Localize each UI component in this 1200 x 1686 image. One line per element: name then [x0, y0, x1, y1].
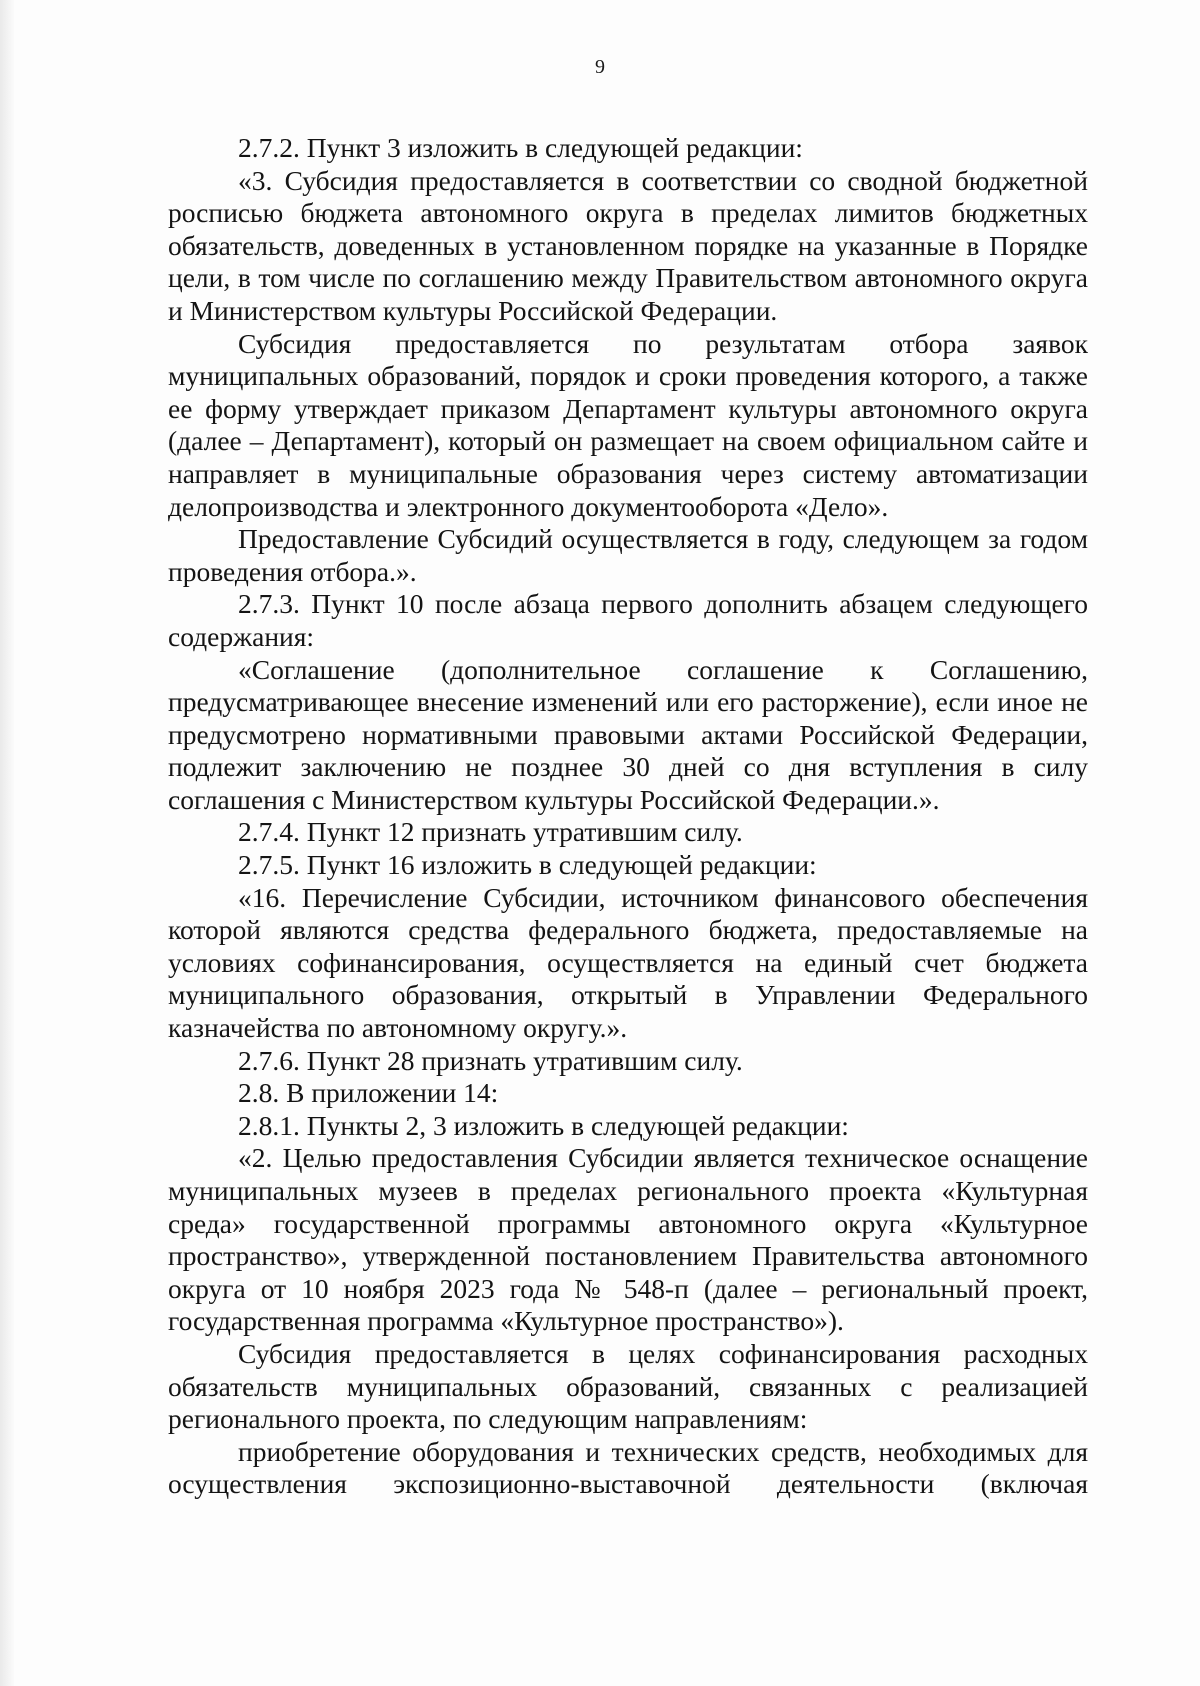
paragraph-agreement: «Соглашение (дополнительное соглашение к Соглашению, предусматривающее внесение изменений или его расторжение), если иное не предусмотрено нормативными правовыми актами Российской Федерации, подлежит заключению не позднее 30 дней со дня вступления в силу соглашения с Министерством культуры Российской Федерации.». — [168, 653, 1088, 815]
paragraph-2-7-5: 2.7.5. Пункт 16 изложить в следующей редакции: — [238, 849, 817, 881]
paragraph-cofinancing: Субсидия предоставляется в целях софинансирования расходных обязательств муниципальных образований, связанных с реализацией регионального проекта, по следующим направлениям: — [168, 1337, 1088, 1435]
paragraph-2-7-4: 2.7.4. Пункт 12 признать утратившим силу. — [238, 816, 743, 848]
paragraph-point-2-goal: «2. Целью предоставления Субсидии является техническое оснащение муниципальных музеев в пределах регионального проекта «Культурная среда» государственной программы автономного округа «Культурное пространство», утвержденной постановлением Правительства автономного округа от 10 ноября 2023 года № 548-п (далее – региональный проект, государственная программа «Культурное пространство»). — [168, 1142, 1088, 1337]
paragraph-point-16: «16. Перечисление Субсидии, источником финансового обеспечения которой являются средства федерального бюджета, предоставляемые на условиях софинансирования, осуществляется на единый счет бюджета муниципального образования, открытый в Управлении Федерального казначейства по автономному округу.». — [168, 881, 1088, 1044]
paragraph-equipment: приобретение оборудования и технических средств, необходимых для осуществления экспозиционно-выставочной деятельности (включая — [168, 1435, 1088, 1500]
paragraph-2-7-6: 2.7.6. Пункт 28 признать утратившим силу. — [238, 1044, 743, 1076]
scan-edge — [0, 0, 14, 1686]
paragraph-2-7-2: 2.7.2. Пункт 3 изложить в следующей редакции: — [238, 132, 803, 163]
paragraph-2-8-1: 2.8.1. Пункты 2, 3 изложить в следующей редакции: — [238, 1109, 849, 1141]
document-body — [168, 132, 1088, 1501]
paragraph-2-7-3: 2.7.3. Пункт 10 после абзаца первого дополнить абзацем следующего содержания: — [168, 588, 1088, 652]
page-number: 9 — [595, 56, 605, 78]
paragraph-subsidy-year: Предоставление Субсидий осуществляется в году, следующем за годом проведения отбора.». — [168, 523, 1088, 587]
paragraph-2-8: 2.8. В приложении 14: — [238, 1077, 499, 1109]
paragraph-point-3: «3. Субсидия предоставляется в соответствии со сводной бюджетной росписью бюджета автономного округа в пределах лимитов бюджетных обязательств, доведенных в установленном порядке на указанные в Порядке цели, в том числе по соглашению между Правительством автономного округа и Министерством культуры Российской Федерации. — [168, 164, 1088, 326]
paragraph-subsidy-selection: Субсидия предоставляется по результатам отбора заявок муниципальных образований, порядок и сроки проведения которого, а также ее форму утверждает приказом Департамент культуры автономного округа (далее – Департамент), который он размещает на своем официальном сайте и направляет в муниципальные образования через систему автоматизации делопроизводства и электронного документооборота «Дело». — [168, 327, 1088, 522]
